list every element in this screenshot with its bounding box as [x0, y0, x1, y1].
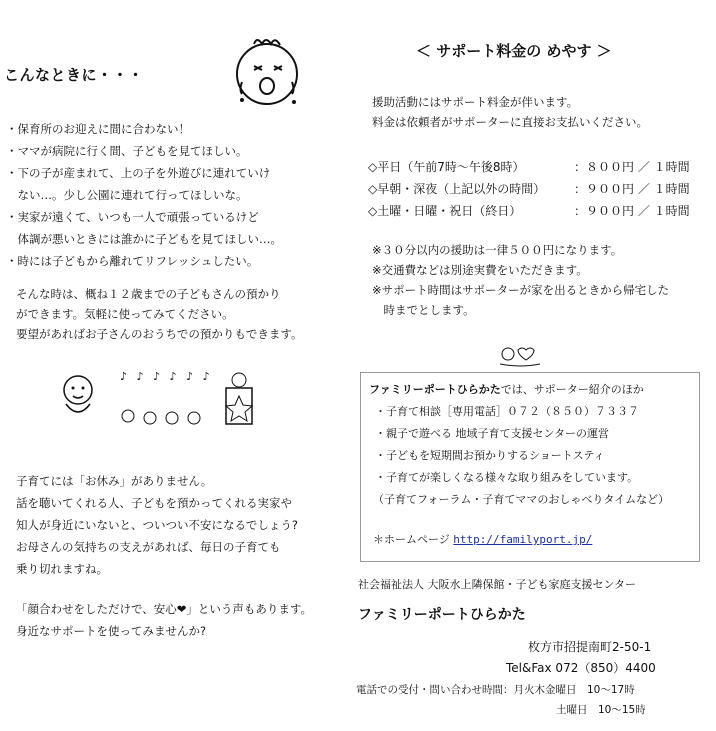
note-line: 時までとします。 [372, 303, 475, 317]
price-value: ：９００円 ／ １時間 [574, 204, 690, 218]
price-value: ：８００円 ／ １時間 [574, 160, 690, 174]
box-item: ・子育てが楽しくなる様々な取り組みをしています。 [375, 471, 639, 484]
tel-fax: Tel&Fax 072（850）4400 [506, 661, 656, 675]
intro-line: そんな時は、概ね１２歳までの子どもさんの預かり [16, 287, 281, 301]
list-item: ・下の子が産まれて、上の子を外遊びに連れていけ [6, 166, 271, 180]
closing-line: 「顔合わせをしただけで、安心❤」という声もあります。 [16, 602, 312, 616]
desc-line: 料金は依頼者がサポーターに直接お支払いください。 [372, 115, 648, 129]
intro-text [16, 284, 302, 344]
box-item: ・子育て相談［専用電話］０７２（８５０）７３３７ [375, 405, 639, 418]
message-text [16, 470, 298, 580]
music-notes: ♪ ♪ ♪ ♪ ♪ ♪ [120, 370, 213, 383]
crying-baby-illustration [224, 30, 310, 110]
list-item: 体調が悪いときには誰かに子どもを見てほしい…。 [6, 232, 282, 246]
org-name: ファミリーポートひらかた [358, 607, 526, 623]
box-title: ファミリーポートひらかた [369, 383, 501, 396]
list-item: ・保育所のお迎えに間に合わない！ [6, 122, 190, 136]
left-heading: こんなときに・・・ [4, 66, 144, 84]
note-line: ※交通費などは別途実費をいただきます。 [372, 263, 588, 277]
price-label: ◇平日（午前7時〜午後8時） [368, 160, 525, 174]
hours-saturday: 土曜日 10〜15時 [556, 704, 646, 716]
concern-list [6, 118, 282, 272]
price-row [368, 200, 690, 222]
price-row [368, 178, 690, 200]
desc-line: 援助活動にはサポート料金が伴います。 [372, 95, 579, 109]
info-box [360, 372, 700, 562]
intro-line: ができます。気軽に使ってみてください。 [16, 307, 234, 321]
homepage-link[interactable]: http://familyport.jp/ [453, 533, 593, 546]
price-value: ：９００円 ／ １時間 [574, 182, 690, 196]
note-line: ※３０分以内の援助は一律５００円になります。 [372, 243, 623, 257]
list-item: ・時には子どもから離れてリフレッシュしたい。 [6, 254, 259, 268]
message-line: 乗り切れますね。 [16, 562, 108, 576]
message-line: 子育てには「お休み」がありません。 [16, 474, 213, 488]
price-description [372, 92, 648, 132]
message-line: 知人が身近にいないと、ついつい不安になるでしょう? [16, 518, 298, 532]
box-item: ・子どもを短期間お預かりするショートスティ [375, 449, 605, 462]
price-heading: ＜ サポート料金の めやす ＞ [416, 42, 612, 60]
list-item: ・ママが病院に行く間、子どもを見てほしい。 [6, 144, 248, 158]
closing-line: 身近なサポートを使ってみませんか? [16, 624, 207, 638]
price-table [368, 156, 690, 222]
note-line: ※サポート時間はサポーターが家を出るときから帰宅した [372, 283, 670, 297]
intro-line: 要望があればお子さんのおうちでの預かりもできます。 [16, 327, 303, 341]
price-label: ◇早朝・深夜（上記以外の時間） [368, 182, 546, 196]
price-row [368, 156, 690, 178]
hours-label: 電話での受付・問い合わせ時間： [356, 684, 514, 696]
message-line: お母さんの気持ちの支えがあれば、毎日の子育ても [16, 540, 281, 554]
mascot-icon [496, 344, 542, 368]
box-title-suffix: では、サポーター紹介のほか [500, 383, 644, 396]
org-line: 社会福祉法人 大阪水上隣保館・子ども家庭支援センター [358, 578, 637, 591]
address: 枚方市招提南町2-50-1 [528, 640, 652, 654]
closing-text [16, 598, 312, 642]
box-title-line [369, 381, 644, 397]
price-label: ◇土曜・日曜・祝日（終日） [368, 204, 522, 218]
list-item: ・実家が遠くて、いつも一人で頑張っているけど [6, 210, 259, 224]
homepage-line [373, 531, 592, 547]
hours-line [356, 682, 635, 697]
homepage-label: ＊ホームページ [373, 533, 450, 546]
list-item: ない…。少し公園に連れて行ってほしいな。 [6, 188, 248, 202]
box-item: ・親子で遊べる 地域子育て支援センターの運営 [375, 427, 610, 440]
price-notes [372, 240, 669, 320]
box-paren: （子育てフォーラム・子育てママのおしゃべりタイムなど） [373, 493, 670, 506]
hours-weekday: 月火木金曜日 10〜17時 [513, 684, 635, 696]
message-line: 話を聴いてくれる人、子どもを預かってくれる実家や [16, 496, 292, 510]
